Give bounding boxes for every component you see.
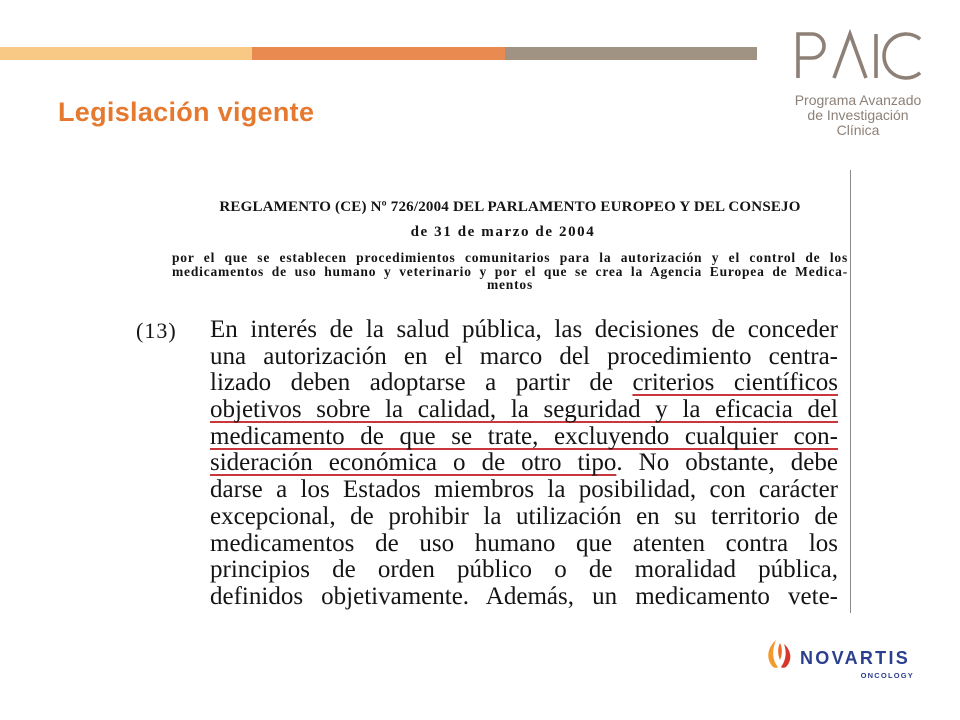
- header-band-segment-orange: [252, 47, 505, 60]
- document-excerpt: [126, 170, 851, 613]
- paragraph-line: principios de orden público o de moralidad pública,: [210, 556, 838, 584]
- regulation-subtitle: [172, 251, 848, 292]
- regulation-date: de 31 de marzo de 2004: [410, 224, 596, 240]
- subtitle-line: medicamentos de uso humano y veterinario y por el que se crea la Agencia Europea de Medica-: [172, 263, 848, 279]
- subtitle-line: por el que se establecen procedimientos comunitarios para la autorización y el control de los: [172, 250, 848, 265]
- line-text: lizado deben adoptarse a partir de: [210, 369, 633, 397]
- paic-letter-a: [834, 34, 866, 78]
- paragraph-line: [210, 424, 838, 451]
- paragraph-line: En interés de la salud pública, las decisiones de conceder: [210, 316, 838, 343]
- paragraph-13: [210, 317, 838, 611]
- paic-letter-c: [884, 34, 920, 78]
- novartis-wordmark: NOVARTIS: [800, 648, 911, 668]
- underlined-phrase: medicamento de que se trate, excluyendo cualquier con-: [210, 422, 838, 450]
- header-band-segment-taupe: [505, 47, 757, 60]
- flame-right-shape: [781, 644, 790, 668]
- paragraph-line: definidos objetivamente. Además, un medicamento vete-: [210, 582, 838, 610]
- header-band-segment-light: [0, 47, 252, 60]
- paragraph-line: [210, 450, 838, 477]
- paragraph-line: una autorización en el marco del procedimiento centra-: [210, 342, 838, 370]
- paragraph-number: (13): [136, 318, 177, 343]
- line-text: . No obstante, debe: [616, 449, 838, 477]
- paic-letter-p: [798, 34, 824, 78]
- novartis-flame-icon: [763, 638, 797, 670]
- paragraph-line: [210, 397, 838, 424]
- subtitle-line: mentos: [486, 277, 534, 292]
- paragraph-line: darse a los Estados miembros la posibilidad, con carácter: [210, 476, 838, 504]
- novartis-division: ONCOLOGY: [860, 671, 914, 680]
- flame-left-shape: [768, 640, 778, 668]
- paragraph-line: medicamentos de uso humano que atenten contra los: [210, 529, 838, 557]
- regulation-heading: REGLAMENTO (CE) Nº 726/2004 DEL PARLAMENTO EUROPEO Y DEL CONSEJO: [219, 199, 801, 215]
- paic-logo: [782, 28, 934, 148]
- flame-center-shape: [778, 643, 782, 660]
- underlined-phrase: objetivos sobre la calidad, la seguridad y la eficacia del: [210, 396, 838, 424]
- paic-wordmark: [790, 28, 925, 84]
- paic-tagline: [782, 93, 934, 138]
- paic-tagline-line: de Investigación: [807, 107, 909, 123]
- paragraph-line: excepcional, de prohibir la utilización en su territorio de: [210, 502, 838, 530]
- underlined-phrase: criterios científicos: [632, 369, 838, 397]
- slide-title: Legislación vigente: [58, 97, 315, 127]
- paic-tagline-line: Clínica: [836, 122, 880, 138]
- paic-tagline-line: Programa Avanzado: [794, 92, 922, 108]
- underlined-phrase: sideración económica o de otro tipo: [210, 449, 617, 477]
- paragraph-line: [210, 370, 838, 397]
